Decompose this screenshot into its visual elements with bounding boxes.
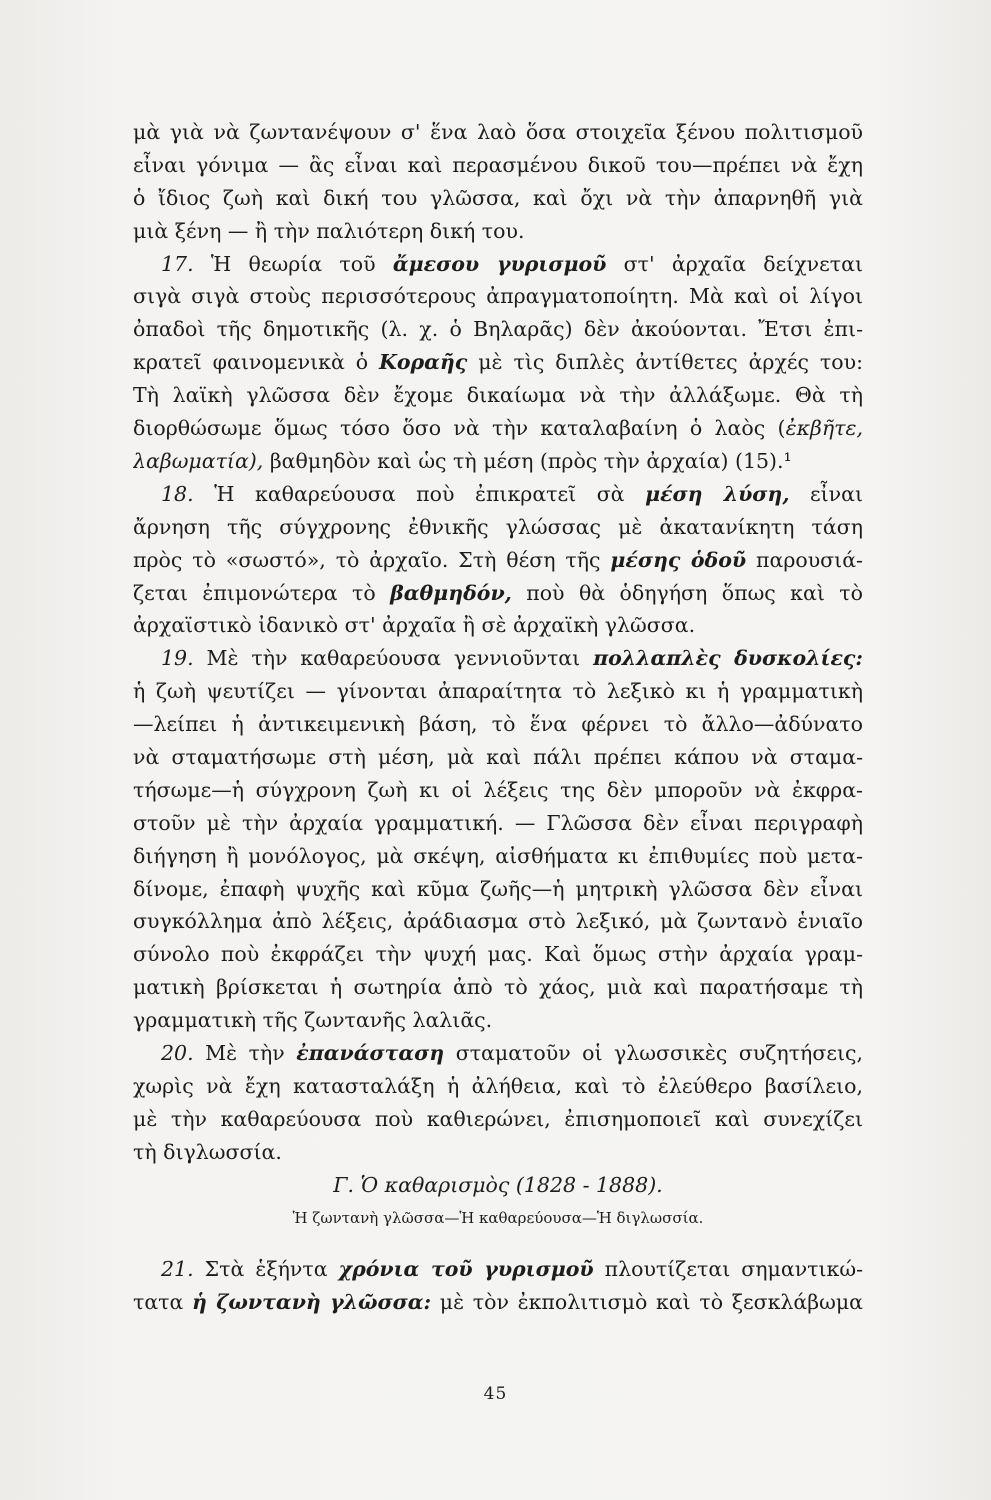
paragraph-number: 20. [161,1041,194,1065]
text-run: σιγὰ σιγὰ στοὺς περισσότερους ἀπραγματοποίητη. Μὰ καὶ οἱ λίγοι [133,284,863,309]
paragraph-17-first-line [133,248,863,281]
text-run: σταματοῦν οἱ γλωσσικὲς συζητήσεις, [444,1041,863,1065]
text-line [133,511,863,544]
text-run: πρὸς τὸ «σωστό», τὸ ἀρχαῖο. Στὴ θέση τῆς [133,547,611,572]
text-line [133,116,863,149]
text-line [133,149,863,182]
text-run: μὲ τὴν καθαρεύουσα ποὺ καθιερώνει, ἐπισημοποιεῖ καὶ συνεχίζει [133,1106,863,1131]
text-run: ζεται ἐπιμονώτερα τὸ [133,580,391,605]
text-line [133,708,863,741]
text-run: βαθμηδὸν καὶ ὡς τὴ μέση (πρὸς τὴν ἀρχαία) (15).¹ [263,448,792,473]
text-line [133,807,863,840]
emphasis-term: βαθμηδόν, [390,580,512,605]
text-run: σύνολο ποὺ ἐκφράζει τὴν ψυχή μας. Καὶ ὅμως στὴν ἀρχαία γραμ- [133,942,863,967]
body-text [133,116,863,1319]
text-line [133,1004,863,1037]
text-run: μὰ γιὰ νὰ ζωντανέψουν σ' ἕνα λαὸ ὅσα στοιχεῖα ξένου πολιτισμοῦ [133,120,863,144]
text-run: χωρὶς νὰ ἔχη κατασταλάξη ἡ ἀλήθεια, καὶ τὸ ἐλεύθερο βασίλειο, [133,1073,863,1098]
text-run: Τὴ λαϊκὴ γλῶσσα δὲν ἔχομε δικαίωμα νὰ τὴν ἀλλάξωμε. Θὰ τὴ [133,383,863,408]
paragraph-21-first-line [133,1253,863,1286]
emphasis-term: πολλαπλὲς δυσκολίες: [593,646,863,671]
text-run: συγκόλλημα ἀπὸ λέξεις, ἀράδιασμα στὸ λεξικό, μὰ ζωντανὸ ἑνιαῖο [133,909,863,934]
text-run: εἶναι γόνιμα — ἂς εἶναι καὶ περασμένου δικοῦ του—πρέπει νὰ ἔχη [133,152,863,177]
section-heading: Γ. Ὁ καθαρισμὸς (1828 - 1888). [333,1172,663,1197]
paragraph-18-first-line [133,478,863,511]
text-run: διήγηση ἢ μονόλογος, μὰ σκέψη, αἰσθήματα κι ἐπιθυμίες ποὺ μετα- [133,843,863,868]
text-line [133,1286,863,1319]
text-run: τὴ διγλωσσία. [133,1139,282,1164]
text-line [133,577,863,610]
italic-term: ἐκβῆτε, [785,416,863,441]
emphasis-term: ἡ ζωντανὴ γλῶσσα: [192,1290,432,1315]
text-line [133,412,863,445]
paragraph-19-first-line [133,642,863,675]
text-run: ματικὴ βρίσκεται ἡ σωτηρία ἀπὸ τὸ χάος, μιὰ καὶ παρατήσαμε τὴ [133,975,863,1000]
text-line [133,1070,863,1103]
text-run: δίνομε, ἐπαφὴ ψυχῆς καὶ κῦμα ζωῆς—ἡ μητρικὴ γλῶσσα δὲν εἶναι [133,876,863,901]
paragraph-number: 18. [161,481,194,506]
section-subheading: Ἡ ζωντανὴ γλῶσσα—Ἡ καθαρεύουσα—Ἡ διγλωσσία. [292,1209,704,1228]
text-run: Ἡ καθαρεύουσα ποὺ ἐπικρατεῖ σὰ [193,481,646,506]
emphasis-term: Κοραῆς [379,350,468,375]
text-line [133,280,863,313]
emphasis-term: χρόνια τοῦ γυρισμοῦ [338,1257,594,1282]
emphasis-term: μέσης ὁδοῦ [610,547,747,572]
text-line [133,873,863,906]
text-run: Μὲ τὴν [193,1041,297,1065]
text-run: ὁ ἴδιος ζωὴ καὶ δική του γλῶσσα, καὶ ὄχι νὰ τὴν ἀπαρνηθῆ γιὰ [133,185,863,210]
text-run: γραμματικὴ τῆς ζωντανῆς λαλιᾶς. [133,1008,493,1033]
text-run: τήσωμε—ἡ σύγχρονη ζωὴ κι οἱ λέξεις της δὲν μποροῦν νὰ ἐκφρα- [133,777,863,802]
text-run: κρατεῖ φαινομενικὰ ὁ [133,350,379,375]
text-run: μιὰ ξένη — ἢ τὴν παλιότερη δική του. [133,218,525,243]
text-run: μὲ τὶς διπλὲς ἀντίθετες ἀρχές του: [467,350,863,375]
paragraph-20-first-line [133,1037,863,1070]
text-run: πλουτίζεται σημαντικώ- [593,1257,863,1282]
text-run: παρουσιά- [746,547,863,572]
text-line [133,445,863,478]
italic-term: λαβωματία), [133,448,264,473]
text-line [133,1103,863,1136]
text-run: Στὰ ἑξήντα [193,1257,339,1282]
emphasis-term: ἐπανάσταση [296,1041,445,1065]
text-run: Ἡ θεωρία τοῦ [193,251,393,276]
emphasis-term: μέση λύση, [645,481,790,506]
text-line [133,379,863,412]
text-line [133,675,863,708]
text-run: ἀρχαϊστικὸ ἰδανικὸ στ' ἀρχαῖα ἢ σὲ ἀρχαϊκὴ γλῶσσα. [133,613,696,638]
text-run: Μὲ τὴν καθαρεύουσα γεννιοῦνται [193,646,594,671]
text-line [133,346,863,379]
text-line [133,938,863,971]
paragraph-number: 19. [161,646,194,671]
paragraph-number: 17. [161,251,194,276]
text-run: διορθώσωμε ὅμως τόσο ὅσο νὰ τὴν καταλαβαίνη ὁ λαὸς ( [133,416,786,441]
text-run: εἶναι [789,481,863,506]
text-run: ὀπαδοὶ τῆς δημοτικῆς (λ. χ. ὁ Βηλαρᾶς) δὲν ἀκούονται. Ἔτσι ἐπι- [133,317,863,342]
text-run: ἡ ζωὴ ψευτίζει — γίνονται ἀπαραίτητα τὸ λεξικὸ κι ἡ γραμματικὴ [133,679,863,704]
text-line [133,840,863,873]
text-line [133,544,863,577]
text-line [133,313,863,346]
text-line [133,905,863,938]
emphasis-term: ἄμεσου γυρισμοῦ [392,251,607,276]
text-run: ἄρνηση τῆς σύγχρονης ἐθνικῆς γλώσσας μὲ ἀκατανίκητη τάση [133,514,863,539]
text-run: τατα [133,1290,193,1315]
page-number: 45 [483,1384,508,1404]
paragraph-number: 21. [161,1257,194,1282]
text-run: νὰ σταματήσωμε στὴ μέση, μὰ καὶ πάλι πρέπει κάπου νὰ σταμα- [133,744,863,769]
text-line [133,971,863,1004]
text-run: στ' ἀρχαῖα δείχνεται [606,251,863,276]
text-line [133,774,863,807]
text-run: ποὺ θὰ ὁδηγήση ὅπως καὶ τὸ [511,580,863,605]
text-run: μὲ τὸν ἐκπολιτισμὸ καὶ τὸ ξεσκλάβωμα [431,1290,863,1315]
text-line [133,215,863,248]
text-line [133,182,863,215]
text-line [133,741,863,774]
text-line [133,1136,863,1169]
text-line [133,609,863,642]
text-run: στοῦν μὲ τὴν ἀρχαία γραμματική. — Γλῶσσα δὲν εἶναι περιγραφὴ [133,810,863,835]
text-run: —λείπει ἡ ἀντικειμενικὴ βάση, τὸ ἕνα φέρνει τὸ ἄλλο—ἀδύνατο [133,712,863,737]
